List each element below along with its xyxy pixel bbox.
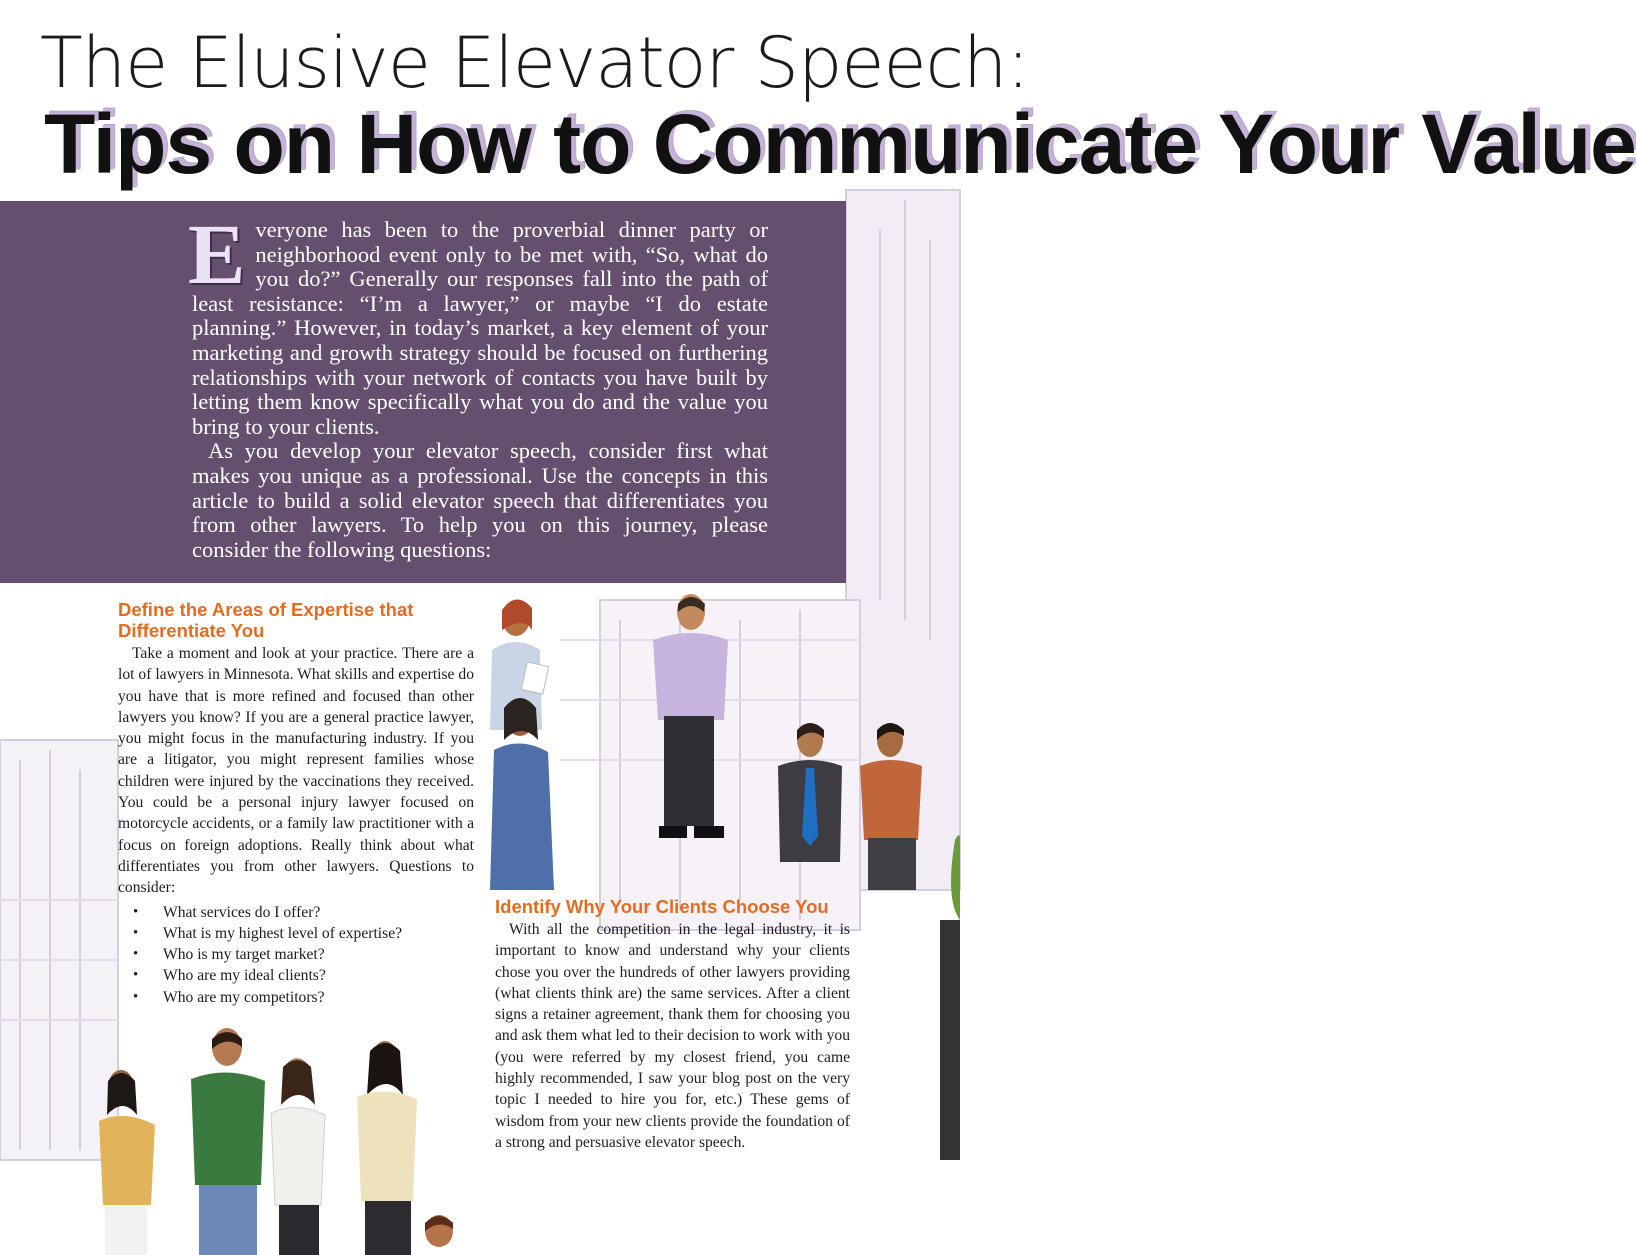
person-child [425, 1215, 453, 1247]
title-line-1: The Elusive Elevator Speech: [40, 22, 1029, 104]
section-clients-body: With all the competition in the legal industry, it is important to know and understand why your clients chose you over the hundreds of other lawyers providing (what clients think are) the same services. After a client signs a retainer agreement, thank them for choosing you and ask them what led to their decision to work with you (you were referred by my closest friend, you came highly recommended, I saw your blog post on the very topic I needed to hire you for, etc.) These gems of wisdom from your new clients provide the foundation of a strong and persuasive elevator speech. [495, 921, 850, 1151]
person-partial-right [915, 830, 960, 1160]
person-man-lavender-shirt [653, 594, 728, 838]
section-clients [495, 896, 850, 1153]
list-item: • Who are my ideal clients? [118, 965, 474, 986]
people-illustration-bottom [95, 1025, 475, 1255]
questions-list [118, 902, 474, 1008]
intro-paragraph-1 [188, 206, 768, 439]
person-man-green [191, 1028, 265, 1255]
drop-cap: E [188, 206, 246, 302]
person-man-suit [778, 723, 842, 862]
title-line-2: Tips on How to Communicate Your Value [44, 97, 1636, 191]
person-woman-cream [357, 1041, 417, 1255]
people-illustration-right [488, 590, 960, 890]
intro-paragraph-2: As you develop your elevator speech, consider first what makes you unique as a professional. Use the concepts in this article to build a solid elevator speech that differentiates you from other lawyers. To help you on this journey, please consider the following questions: [192, 438, 768, 562]
section-clients-heading: Identify Why Your Clients Choose You [495, 896, 829, 917]
intro-paragraph-1-text: veryone has been to the proverbial dinner party or neighborhood event only to be met with, “So, what do you do?” Generally our responses fall into the path of least resistance: “I’m a lawyer,” or maybe “I do estate planning.” However, in today’s market, a key element of your marketing and growth strategy should be focused on furthering relationships with your network of contacts you have built by letting them know specifically what you do and the value you bring to your clients. [192, 217, 768, 439]
list-item: • What is my highest level of expertise? [118, 923, 474, 944]
intro-text [188, 206, 768, 562]
person-woman-white [271, 1058, 325, 1255]
list-item: • Who are my competitors? [118, 987, 474, 1008]
section-expertise [118, 599, 474, 1008]
person-woman-yellow [99, 1070, 155, 1255]
person-man-orange-shirt [860, 723, 922, 890]
list-item: • Who is my target market? [118, 944, 474, 965]
section-expertise-body: Take a moment and look at your practice. There are a lot of lawyers in Minnesota. What skills and expertise do you have that is more refined and focused than other lawyers you know? If you are a general practice lawyer, you might focus in the manufacturing industry. If you are a litigator, you might represent families whose children were injured by the vaccinations they received. You could be a personal injury lawyer focused on motorcycle accidents, or a family law practitioner with a focus on foreign adoptions. Really think about what differentiates you from other lawyers. Questions to consider: [118, 645, 474, 897]
section-expertise-heading: Define the Areas of Expertise that Differentiate You [118, 599, 414, 641]
list-item: • What services do I offer? [118, 902, 474, 923]
